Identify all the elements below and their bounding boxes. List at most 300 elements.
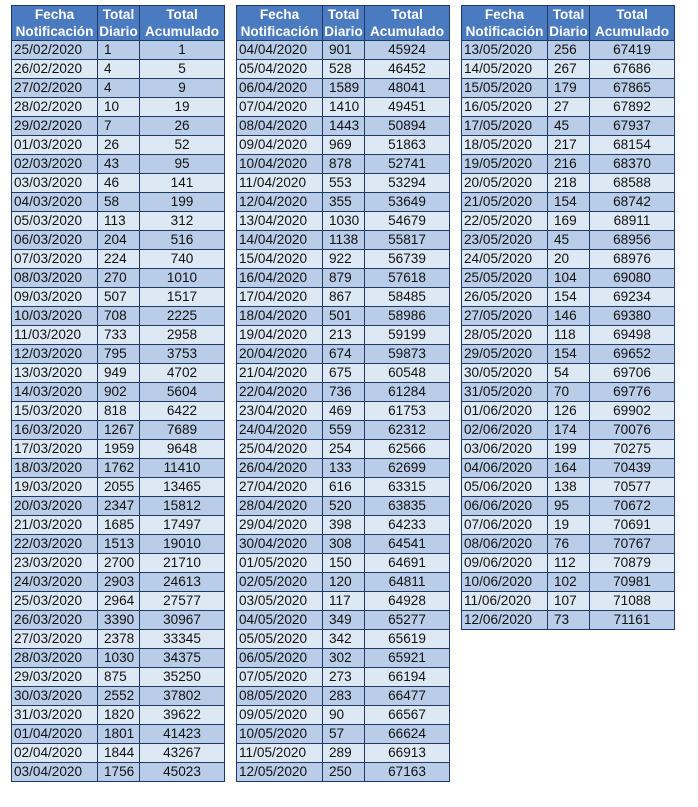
header-total-diario <box>323 6 365 41</box>
cell-daily-total: 169 <box>548 212 590 231</box>
cell-date: 08/04/2020 <box>237 117 323 136</box>
cell-cumulative-total: 58986 <box>365 307 450 326</box>
cell-daily-total: 120 <box>323 573 365 592</box>
cell-cumulative-total: 55817 <box>365 231 450 250</box>
cell-date: 09/03/2020 <box>12 288 98 307</box>
cell-daily-total: 112 <box>548 554 590 573</box>
table-row <box>462 478 675 497</box>
header-total-diario-line-1: Total <box>327 7 360 22</box>
cell-daily-total: 2378 <box>98 630 140 649</box>
table-row <box>12 41 225 60</box>
cell-daily-total: 1762 <box>98 459 140 478</box>
cell-date: 07/05/2020 <box>237 668 323 687</box>
cell-cumulative-total: 39622 <box>140 706 225 725</box>
table-row <box>237 440 450 459</box>
cell-daily-total: 1030 <box>323 212 365 231</box>
table-row <box>12 725 225 744</box>
table-row <box>12 364 225 383</box>
cell-date: 02/03/2020 <box>12 155 98 174</box>
cell-cumulative-total: 9648 <box>140 440 225 459</box>
cell-daily-total: 969 <box>323 136 365 155</box>
table-row <box>237 421 450 440</box>
table-row <box>12 326 225 345</box>
cell-daily-total: 250 <box>323 763 365 782</box>
cell-date: 29/05/2020 <box>462 345 548 364</box>
table-row <box>462 231 675 250</box>
cell-cumulative-total: 53294 <box>365 174 450 193</box>
cell-date: 20/03/2020 <box>12 497 98 516</box>
cell-daily-total: 216 <box>548 155 590 174</box>
cell-date: 03/04/2020 <box>12 763 98 782</box>
cell-daily-total: 520 <box>323 497 365 516</box>
cell-daily-total: 267 <box>548 60 590 79</box>
cell-cumulative-total: 30967 <box>140 611 225 630</box>
cell-cumulative-total: 27577 <box>140 592 225 611</box>
cell-date: 27/04/2020 <box>237 478 323 497</box>
cell-daily-total: 736 <box>323 383 365 402</box>
table-row <box>237 402 450 421</box>
cell-daily-total: 528 <box>323 60 365 79</box>
cell-cumulative-total: 33345 <box>140 630 225 649</box>
cell-date: 06/04/2020 <box>237 79 323 98</box>
cell-daily-total: 3390 <box>98 611 140 630</box>
table-row <box>12 136 225 155</box>
cell-daily-total: 217 <box>548 136 590 155</box>
cell-cumulative-total: 66567 <box>365 706 450 725</box>
header-total-diario-line-1: Total <box>552 7 585 22</box>
cell-daily-total: 174 <box>548 421 590 440</box>
table-row <box>12 288 225 307</box>
cell-daily-total: 2964 <box>98 592 140 611</box>
cell-cumulative-total: 70981 <box>590 573 675 592</box>
cell-date: 25/02/2020 <box>12 41 98 60</box>
cell-date: 25/05/2020 <box>462 269 548 288</box>
cell-date: 15/03/2020 <box>12 402 98 421</box>
table-row <box>462 326 675 345</box>
cell-cumulative-total: 19 <box>140 98 225 117</box>
header-fecha-notificacion <box>462 6 548 41</box>
cell-date: 08/05/2020 <box>237 687 323 706</box>
cell-daily-total: 133 <box>323 459 365 478</box>
cell-date: 07/06/2020 <box>462 516 548 535</box>
cell-daily-total: 879 <box>323 269 365 288</box>
cell-cumulative-total: 1010 <box>140 269 225 288</box>
table-row <box>462 307 675 326</box>
cell-date: 20/05/2020 <box>462 174 548 193</box>
cell-date: 12/03/2020 <box>12 345 98 364</box>
cell-date: 06/05/2020 <box>237 649 323 668</box>
cell-cumulative-total: 67892 <box>590 98 675 117</box>
cell-daily-total: 1820 <box>98 706 140 725</box>
cell-date: 31/05/2020 <box>462 383 548 402</box>
cell-date: 04/04/2020 <box>237 41 323 60</box>
cell-cumulative-total: 62566 <box>365 440 450 459</box>
cell-date: 15/04/2020 <box>237 250 323 269</box>
cell-daily-total: 2552 <box>98 687 140 706</box>
table-row <box>237 611 450 630</box>
cell-daily-total: 733 <box>98 326 140 345</box>
cell-cumulative-total: 68370 <box>590 155 675 174</box>
table-row <box>237 706 450 725</box>
cell-cumulative-total: 21710 <box>140 554 225 573</box>
cell-cumulative-total: 70439 <box>590 459 675 478</box>
cell-date: 02/05/2020 <box>237 573 323 592</box>
cell-cumulative-total: 70275 <box>590 440 675 459</box>
table-row <box>237 744 450 763</box>
cell-cumulative-total: 67865 <box>590 79 675 98</box>
cell-daily-total: 104 <box>548 269 590 288</box>
cell-date: 05/06/2020 <box>462 478 548 497</box>
table-row <box>12 402 225 421</box>
table-row <box>462 98 675 117</box>
cell-date: 29/04/2020 <box>237 516 323 535</box>
cell-cumulative-total: 62312 <box>365 421 450 440</box>
header-fecha-notificacion <box>12 6 98 41</box>
cell-cumulative-total: 69380 <box>590 307 675 326</box>
cell-cumulative-total: 37802 <box>140 687 225 706</box>
table-row <box>12 649 225 668</box>
cell-daily-total: 1844 <box>98 744 140 763</box>
table-row <box>237 364 450 383</box>
table-row <box>12 497 225 516</box>
table-row <box>237 60 450 79</box>
cell-date: 14/03/2020 <box>12 383 98 402</box>
table-row <box>237 174 450 193</box>
covid-table-3 <box>461 5 675 630</box>
table-row <box>237 516 450 535</box>
table-row <box>237 41 450 60</box>
cell-cumulative-total: 9 <box>140 79 225 98</box>
cell-daily-total: 213 <box>323 326 365 345</box>
cell-cumulative-total: 61284 <box>365 383 450 402</box>
cell-daily-total: 289 <box>323 744 365 763</box>
table-row <box>237 478 450 497</box>
cell-date: 21/04/2020 <box>237 364 323 383</box>
cell-date: 04/06/2020 <box>462 459 548 478</box>
covid-table-1 <box>11 5 225 782</box>
cell-cumulative-total: 49451 <box>365 98 450 117</box>
cell-daily-total: 73 <box>548 611 590 630</box>
cell-cumulative-total: 66624 <box>365 725 450 744</box>
cell-cumulative-total: 46452 <box>365 60 450 79</box>
cell-daily-total: 4 <box>98 79 140 98</box>
cell-date: 07/03/2020 <box>12 250 98 269</box>
cell-date: 10/05/2020 <box>237 725 323 744</box>
cell-cumulative-total: 52741 <box>365 155 450 174</box>
table-row <box>462 535 675 554</box>
cell-cumulative-total: 70577 <box>590 478 675 497</box>
cell-daily-total: 2700 <box>98 554 140 573</box>
cell-date: 13/03/2020 <box>12 364 98 383</box>
cell-cumulative-total: 26 <box>140 117 225 136</box>
cell-daily-total: 795 <box>98 345 140 364</box>
cell-daily-total: 76 <box>548 535 590 554</box>
cell-date: 14/05/2020 <box>462 60 548 79</box>
cell-daily-total: 256 <box>548 41 590 60</box>
cell-cumulative-total: 68976 <box>590 250 675 269</box>
cell-cumulative-total: 68956 <box>590 231 675 250</box>
header-fecha-notificacion-line-1: Fecha <box>484 7 525 22</box>
cell-date: 13/05/2020 <box>462 41 548 60</box>
cell-cumulative-total: 69706 <box>590 364 675 383</box>
cell-daily-total: 58 <box>98 193 140 212</box>
table-row <box>12 60 225 79</box>
cell-date: 19/05/2020 <box>462 155 548 174</box>
cell-date: 17/05/2020 <box>462 117 548 136</box>
cell-date: 26/03/2020 <box>12 611 98 630</box>
cell-daily-total: 1030 <box>98 649 140 668</box>
header-fecha-notificacion-line-1: Fecha <box>34 7 75 22</box>
table-row <box>237 117 450 136</box>
cell-cumulative-total: 312 <box>140 212 225 231</box>
cell-daily-total: 1959 <box>98 440 140 459</box>
cell-cumulative-total: 66194 <box>365 668 450 687</box>
header-total-acumulado <box>590 6 675 41</box>
cell-daily-total: 4 <box>98 60 140 79</box>
header-total-acumulado-line-1: Total <box>391 7 423 22</box>
header-total-acumulado-line-2: Acumulado <box>369 24 444 39</box>
cell-date: 24/05/2020 <box>462 250 548 269</box>
cell-daily-total: 1138 <box>323 231 365 250</box>
cell-daily-total: 7 <box>98 117 140 136</box>
header-total-acumulado-line-2: Acumulado <box>594 24 669 39</box>
cell-date: 22/04/2020 <box>237 383 323 402</box>
cell-daily-total: 164 <box>548 459 590 478</box>
table-row <box>12 592 225 611</box>
table-row <box>237 668 450 687</box>
cell-cumulative-total: 24613 <box>140 573 225 592</box>
cell-cumulative-total: 69498 <box>590 326 675 345</box>
cell-cumulative-total: 59199 <box>365 326 450 345</box>
cell-daily-total: 878 <box>323 155 365 174</box>
cell-cumulative-total: 740 <box>140 250 225 269</box>
table-row <box>12 440 225 459</box>
cell-date: 19/03/2020 <box>12 478 98 497</box>
cell-cumulative-total: 41423 <box>140 725 225 744</box>
cell-daily-total: 54 <box>548 364 590 383</box>
table-row <box>237 288 450 307</box>
cell-daily-total: 818 <box>98 402 140 421</box>
cell-cumulative-total: 48041 <box>365 79 450 98</box>
cell-cumulative-total: 45924 <box>365 41 450 60</box>
cell-daily-total: 1267 <box>98 421 140 440</box>
cell-cumulative-total: 71088 <box>590 592 675 611</box>
cell-cumulative-total: 2958 <box>140 326 225 345</box>
table-row <box>12 79 225 98</box>
cell-daily-total: 553 <box>323 174 365 193</box>
table-row <box>237 250 450 269</box>
cell-daily-total: 867 <box>323 288 365 307</box>
cell-date: 26/04/2020 <box>237 459 323 478</box>
cell-daily-total: 150 <box>323 554 365 573</box>
table-row <box>237 326 450 345</box>
cell-date: 09/06/2020 <box>462 554 548 573</box>
header-fecha-notificacion-line-1: Fecha <box>259 7 300 22</box>
cell-cumulative-total: 67163 <box>365 763 450 782</box>
cell-date: 17/03/2020 <box>12 440 98 459</box>
cell-cumulative-total: 67419 <box>590 41 675 60</box>
table-row <box>462 155 675 174</box>
cell-cumulative-total: 2225 <box>140 307 225 326</box>
header-total-diario-line-2: Diario <box>549 24 588 39</box>
cell-daily-total: 875 <box>98 668 140 687</box>
cell-daily-total: 102 <box>548 573 590 592</box>
table-row <box>12 706 225 725</box>
cell-date: 04/03/2020 <box>12 193 98 212</box>
cell-daily-total: 146 <box>548 307 590 326</box>
table-row <box>237 630 450 649</box>
cell-daily-total: 355 <box>323 193 365 212</box>
cell-daily-total: 1410 <box>323 98 365 117</box>
table-row <box>237 535 450 554</box>
table-row <box>12 459 225 478</box>
header-total-diario <box>98 6 140 41</box>
cell-date: 23/03/2020 <box>12 554 98 573</box>
cell-cumulative-total: 65619 <box>365 630 450 649</box>
cell-date: 09/04/2020 <box>237 136 323 155</box>
cell-date: 01/05/2020 <box>237 554 323 573</box>
cell-date: 03/06/2020 <box>462 440 548 459</box>
cell-cumulative-total: 516 <box>140 231 225 250</box>
cell-date: 22/05/2020 <box>462 212 548 231</box>
cell-daily-total: 349 <box>323 611 365 630</box>
cell-cumulative-total: 64928 <box>365 592 450 611</box>
cell-daily-total: 45 <box>548 231 590 250</box>
cell-daily-total: 674 <box>323 345 365 364</box>
cell-date: 15/05/2020 <box>462 79 548 98</box>
cell-date: 01/04/2020 <box>12 725 98 744</box>
table-row <box>237 307 450 326</box>
table-row <box>237 155 450 174</box>
cell-date: 22/03/2020 <box>12 535 98 554</box>
cell-daily-total: 43 <box>98 155 140 174</box>
cell-daily-total: 117 <box>323 592 365 611</box>
table-row <box>12 554 225 573</box>
cell-date: 16/05/2020 <box>462 98 548 117</box>
cell-daily-total: 1 <box>98 41 140 60</box>
cell-date: 06/03/2020 <box>12 231 98 250</box>
table-row <box>12 117 225 136</box>
cell-cumulative-total: 51863 <box>365 136 450 155</box>
cell-cumulative-total: 66913 <box>365 744 450 763</box>
cell-cumulative-total: 70879 <box>590 554 675 573</box>
table-row <box>462 611 675 630</box>
cell-daily-total: 27 <box>548 98 590 117</box>
cell-date: 11/03/2020 <box>12 326 98 345</box>
cell-daily-total: 118 <box>548 326 590 345</box>
cell-cumulative-total: 69652 <box>590 345 675 364</box>
table-row <box>462 573 675 592</box>
cell-cumulative-total: 141 <box>140 174 225 193</box>
table-row <box>12 763 225 782</box>
table-row <box>462 497 675 516</box>
cell-daily-total: 45 <box>548 117 590 136</box>
cell-date: 10/06/2020 <box>462 573 548 592</box>
cell-date: 05/03/2020 <box>12 212 98 231</box>
cell-daily-total: 302 <box>323 649 365 668</box>
table-row <box>462 554 675 573</box>
cell-cumulative-total: 70672 <box>590 497 675 516</box>
table-row <box>462 117 675 136</box>
cell-date: 28/02/2020 <box>12 98 98 117</box>
cell-date: 09/05/2020 <box>237 706 323 725</box>
table-row <box>462 250 675 269</box>
cell-date: 06/06/2020 <box>462 497 548 516</box>
cell-daily-total: 26 <box>98 136 140 155</box>
cell-daily-total: 675 <box>323 364 365 383</box>
cell-cumulative-total: 1 <box>140 41 225 60</box>
cell-cumulative-total: 6422 <box>140 402 225 421</box>
cell-daily-total: 2903 <box>98 573 140 592</box>
cell-date: 29/03/2020 <box>12 668 98 687</box>
cell-daily-total: 57 <box>323 725 365 744</box>
cell-cumulative-total: 95 <box>140 155 225 174</box>
table-row <box>237 212 450 231</box>
table-row <box>12 98 225 117</box>
cell-daily-total: 507 <box>98 288 140 307</box>
table-row <box>462 459 675 478</box>
cell-cumulative-total: 7689 <box>140 421 225 440</box>
cell-daily-total: 1513 <box>98 535 140 554</box>
table-row <box>237 345 450 364</box>
cell-cumulative-total: 65921 <box>365 649 450 668</box>
cell-date: 23/04/2020 <box>237 402 323 421</box>
header-fecha-notificacion-line-2: Notificación <box>465 24 544 39</box>
cell-daily-total: 95 <box>548 497 590 516</box>
cell-date: 23/05/2020 <box>462 231 548 250</box>
table-row <box>237 231 450 250</box>
table-row <box>237 497 450 516</box>
table-row <box>12 516 225 535</box>
cell-daily-total: 708 <box>98 307 140 326</box>
cell-cumulative-total: 69080 <box>590 269 675 288</box>
cell-daily-total: 113 <box>98 212 140 231</box>
cell-daily-total: 254 <box>323 440 365 459</box>
header-fecha-notificacion-line-2: Notificación <box>15 24 94 39</box>
cell-date: 11/06/2020 <box>462 592 548 611</box>
table-row <box>462 592 675 611</box>
cell-date: 21/03/2020 <box>12 516 98 535</box>
cell-daily-total: 10 <box>98 98 140 117</box>
cell-date: 24/03/2020 <box>12 573 98 592</box>
cell-date: 14/04/2020 <box>237 231 323 250</box>
table-row <box>12 155 225 174</box>
cell-cumulative-total: 15812 <box>140 497 225 516</box>
cell-daily-total: 270 <box>98 269 140 288</box>
cell-cumulative-total: 60548 <box>365 364 450 383</box>
cell-cumulative-total: 62699 <box>365 459 450 478</box>
table-row <box>12 383 225 402</box>
cell-cumulative-total: 64541 <box>365 535 450 554</box>
cell-daily-total: 218 <box>548 174 590 193</box>
cell-date: 28/04/2020 <box>237 497 323 516</box>
cell-daily-total: 901 <box>323 41 365 60</box>
table-row <box>462 383 675 402</box>
cell-date: 12/05/2020 <box>237 763 323 782</box>
table-row <box>12 212 225 231</box>
cell-date: 02/04/2020 <box>12 744 98 763</box>
cell-date: 10/04/2020 <box>237 155 323 174</box>
cell-date: 30/05/2020 <box>462 364 548 383</box>
table-row <box>237 649 450 668</box>
cell-daily-total: 70 <box>548 383 590 402</box>
table-row <box>12 573 225 592</box>
header-total-acumulado-line-1: Total <box>616 7 648 22</box>
table-row <box>12 687 225 706</box>
cell-daily-total: 154 <box>548 345 590 364</box>
cell-date: 25/04/2020 <box>237 440 323 459</box>
cell-date: 18/05/2020 <box>462 136 548 155</box>
